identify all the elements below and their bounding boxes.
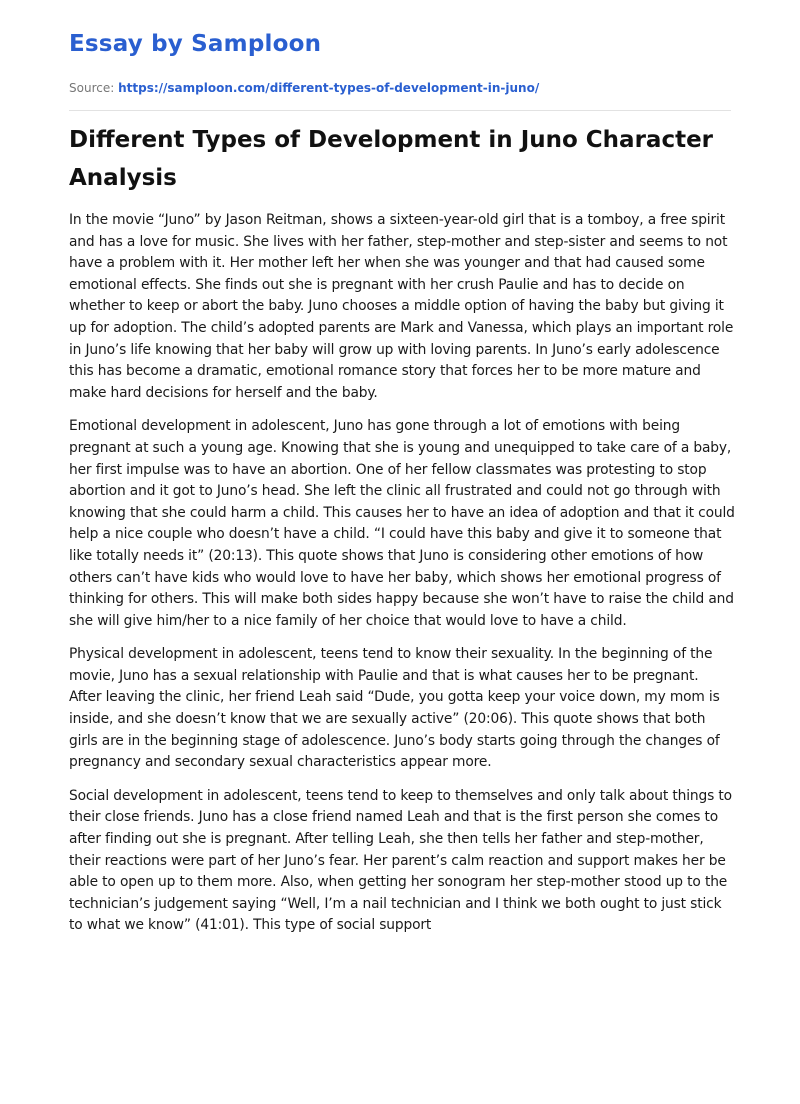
paragraph-physical: Physical development in adolescent, teens tend to know their sexuality. In the beginning of the movie, Juno has a sexual relationship with Paulie and that is what causes her to be pregnant. After leaving the clinic, her friend Leah said “Dude, you gotta keep your voice down, my mom is inside, and she doesn’t know that we are sexually active” (20:06). This quote shows that both girls are in the beginning stage of adolescence. Juno’s body starts going through the changes of pregnancy and secondary sexual characteristics appear more. (69, 646, 720, 771)
essay-body (69, 210, 735, 949)
paragraph-emotional: Emotional development in adolescent, Juno has gone through a lot of emotions with being pregnant at such a young age. Knowing that she is young and unequipped to take care of a baby, her first impulse was to have an abortion. One of her fellow classmates was protesting to stop abortion and it got to Juno’s head. She left the clinic all frustrated and could not go through with knowing that she could harm a child. This causes her to have an idea of adoption and that it could help a nice couple who doesn’t have a child. “I could have this baby and give it to someone that like totally needs it” (20:13). This quote shows that Juno is considering other emotions of how others can’t have kids who would love to have her baby, which shows her emotional progress of thinking for others. This will make both sides happy because she won’t have to raise the child and she will give him/her to a nice family of her choice that would love to have a child. (69, 418, 735, 629)
source-line (69, 80, 539, 96)
paragraph-social: Social development in adolescent, teens tend to keep to themselves and only talk about things to their close friends. Juno has a close friend named Leah and that is the first person she comes to after finding out she is pregnant. After telling Leah, she then tells her father and step-mother, their reactions were part of her Juno’s fear. Her parent’s calm reaction and support makes her be able to open up to them more. Also, when getting her sonogram her step-mother stood up to the technician’s judgement saying “Well, I’m a nail technician and I think we both ought to just stick to what we know” (41:01). This type of social support (69, 787, 732, 934)
source-label: Source: (69, 81, 115, 95)
essay-title: Different Types of Development in Juno Character Analysis (69, 127, 714, 191)
paragraph-intro: In the movie “Juno” by Jason Reitman, shows a sixteen-year-old girl that is a tomboy, a free spirit and has a love for music. She lives with her father, step-mother and step-sister and seems to not have a problem with it. Her mother left her when she was younger and that had caused some emotional effects. She finds out she is pregnant with her crush Paulie and has to decide on whether to keep or abort the baby. Juno chooses a middle option of having the baby but giving it up for adoption. The child’s adopted parents are Mark and Vanessa, which plays an important role in Juno’s life knowing that her baby will grow up with loving parents. In Juno’s early adolescence this has become a dramatic, emotional romance story that forces her to be more mature and make hard decisions for herself and the baby. (69, 212, 734, 401)
header-divider (69, 110, 731, 111)
site-brand[interactable]: Essay by Samploon (69, 31, 322, 57)
source-link[interactable]: https://samploon.com/different-types-of-development-in-juno/ (118, 81, 540, 95)
